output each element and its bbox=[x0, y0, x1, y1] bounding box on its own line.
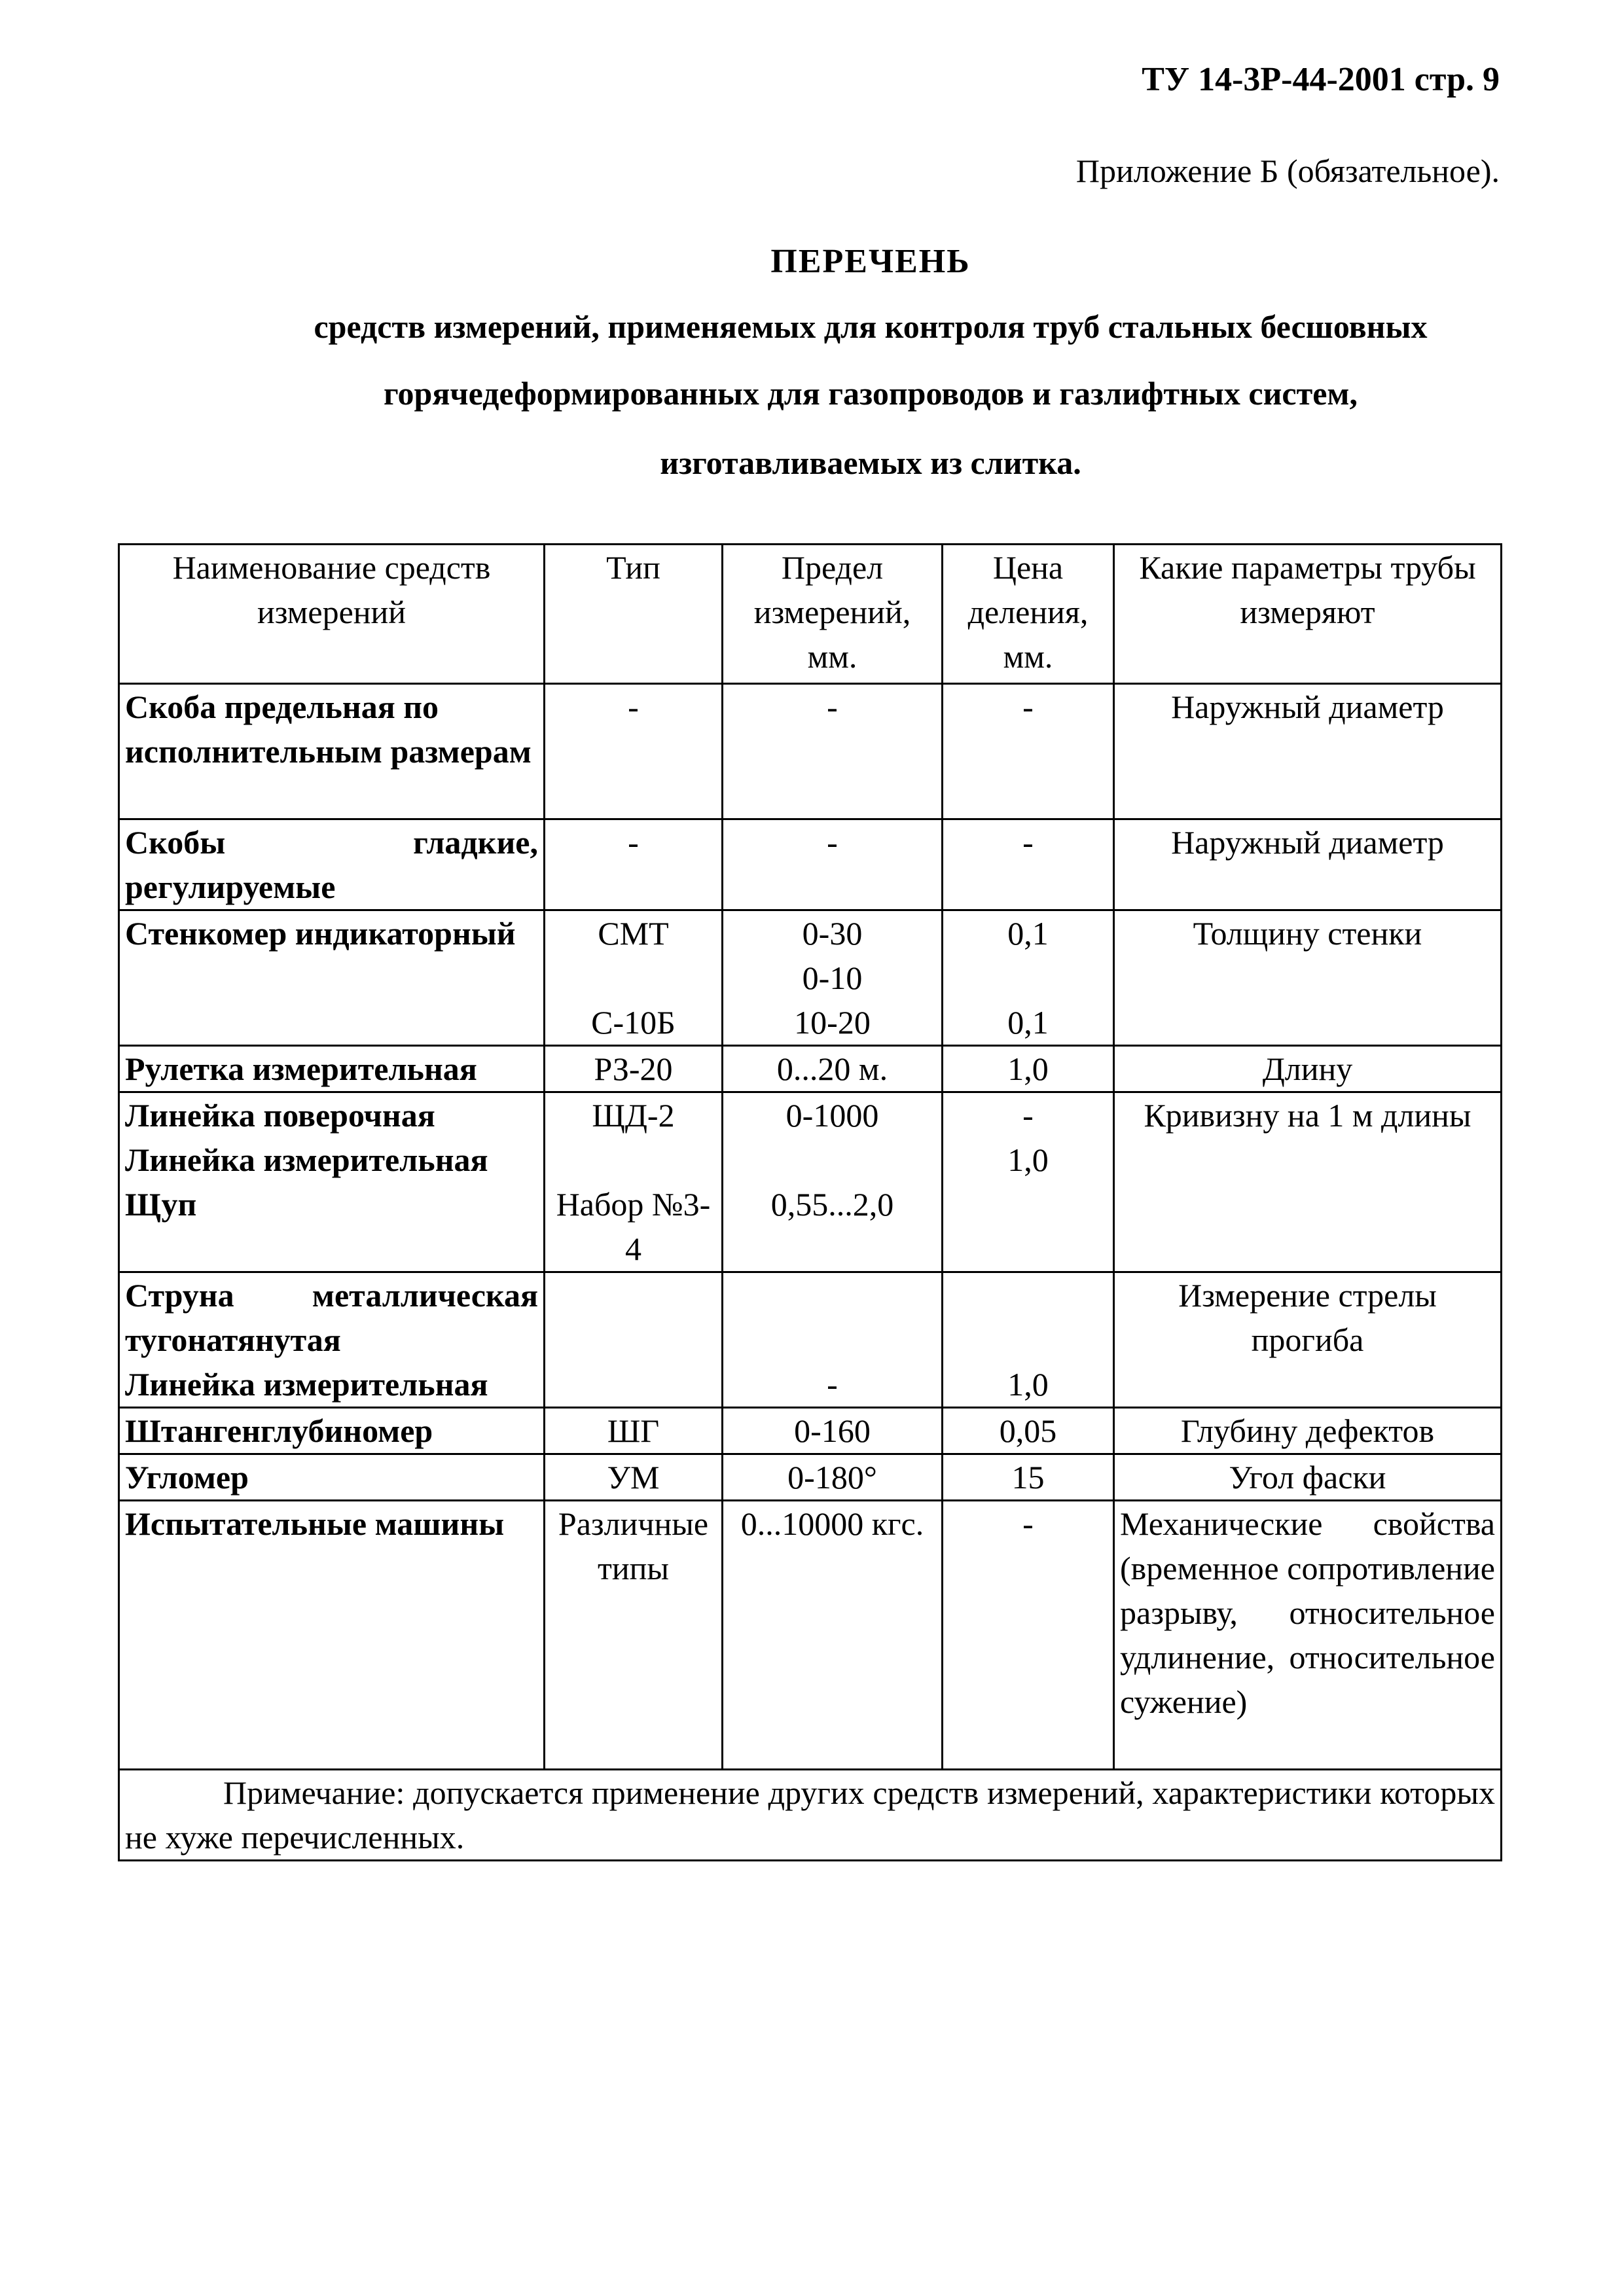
table-row bbox=[119, 1092, 1502, 1272]
header-name: Наименование средств измерений bbox=[119, 545, 545, 684]
row-3-division-1: 0,1 bbox=[1007, 915, 1049, 952]
row-3-type-2: С-10Б bbox=[591, 1004, 676, 1041]
row-5-type-1: ЩД-2 bbox=[592, 1097, 675, 1134]
row-3-range-3: 10-20 bbox=[794, 1004, 871, 1041]
row-2-name: Скобы гладкие, регулируемые bbox=[119, 819, 545, 910]
row-6-params: Измерение стрелы прогиба bbox=[1114, 1272, 1502, 1408]
header-division: Цена деления, мм. bbox=[943, 545, 1114, 684]
table-row bbox=[119, 910, 1502, 1046]
row-4-division: 1,0 bbox=[943, 1046, 1114, 1092]
row-6-division-value: 1,0 bbox=[1007, 1366, 1049, 1403]
row-5-name bbox=[119, 1092, 545, 1272]
row-4-type: РЗ-20 bbox=[545, 1046, 723, 1092]
subtitle-line-3: изготавливаемых из слитка. bbox=[660, 444, 1081, 481]
table-note bbox=[119, 1770, 1502, 1861]
row-8-type: УМ bbox=[545, 1454, 723, 1501]
table-header-row bbox=[119, 545, 1502, 684]
row-9-range: 0...10000 кгс. bbox=[723, 1501, 943, 1770]
row-8-name: Угломер bbox=[119, 1454, 545, 1501]
row-6-name-2: Линейка измерительная bbox=[125, 1366, 488, 1403]
header-type: Тип bbox=[545, 545, 723, 684]
row-3-type-1: СМТ bbox=[598, 915, 669, 952]
row-1-type: - bbox=[545, 684, 723, 819]
table-row bbox=[119, 1272, 1502, 1408]
row-9-division: - bbox=[943, 1501, 1114, 1770]
row-5-division bbox=[943, 1092, 1114, 1272]
row-5-type bbox=[545, 1092, 723, 1272]
row-4-name: Рулетка измерительная bbox=[119, 1046, 545, 1092]
row-3-division bbox=[943, 910, 1114, 1046]
row-9-params: Механические свойства (временное сопротивление разрыву, относительное удлинение, относительное сужение) bbox=[1114, 1501, 1502, 1770]
document-title: ПЕРЕЧЕНЬ bbox=[770, 243, 971, 280]
row-5-type-2: Набор №3-4 bbox=[556, 1186, 711, 1267]
row-3-params: Толщину стенки bbox=[1114, 910, 1502, 1046]
header-range: Предел измерений, мм. bbox=[723, 545, 943, 684]
row-1-params: Наружный диаметр bbox=[1114, 684, 1502, 819]
row-1-division: - bbox=[943, 684, 1114, 819]
subtitle-line-2: горячедеформированных для газопроводов и газлифтных систем, bbox=[384, 375, 1358, 412]
row-3-range-1: 0-30 bbox=[802, 915, 863, 952]
table-row bbox=[119, 1046, 1502, 1092]
row-6-type bbox=[545, 1272, 723, 1408]
row-6-range-value: - bbox=[827, 1366, 838, 1403]
row-5-params: Кривизну на 1 м длины bbox=[1114, 1092, 1502, 1272]
row-2-division: - bbox=[943, 819, 1114, 910]
row-3-range-2: 0-10 bbox=[802, 960, 863, 996]
row-4-range: 0...20 м. bbox=[723, 1046, 943, 1092]
row-2-type: - bbox=[545, 819, 723, 910]
row-5-range-1: 0-1000 bbox=[785, 1097, 879, 1134]
row-5-division-1: - bbox=[1022, 1097, 1034, 1134]
row-5-name-3: Щуп bbox=[125, 1186, 197, 1223]
row-8-range: 0-180° bbox=[723, 1454, 943, 1501]
document-number: ТУ 14-3Р-44-2001 стр. 9 bbox=[1142, 61, 1500, 98]
appendix-label: Приложение Б (обязательное). bbox=[1075, 152, 1500, 189]
row-8-params: Угол фаски bbox=[1114, 1454, 1502, 1501]
subtitle-line-1: средств измерений, применяемых для контроля труб стальных бесшовных bbox=[314, 308, 1428, 345]
row-3-range bbox=[723, 910, 943, 1046]
row-5-name-2: Линейка измерительная bbox=[125, 1141, 488, 1178]
header-params: Какие параметры трубы измеряют bbox=[1114, 545, 1502, 684]
row-5-range-2: 0,55...2,0 bbox=[770, 1186, 894, 1223]
row-6-division bbox=[943, 1272, 1114, 1408]
row-9-type: Различные типы bbox=[545, 1501, 723, 1770]
row-5-range bbox=[723, 1092, 943, 1272]
row-3-name: Стенкомер индикаторный bbox=[119, 910, 545, 1046]
row-7-type: ШГ bbox=[545, 1408, 723, 1454]
row-6-range bbox=[723, 1272, 943, 1408]
table-note-text: Примечание: допускается применение других средств измерений, характеристики которых не хуже перечисленных. bbox=[125, 1774, 1495, 1856]
table-row bbox=[119, 819, 1502, 910]
row-4-params: Длину bbox=[1114, 1046, 1502, 1092]
note-row bbox=[119, 1770, 1502, 1861]
row-7-name: Штангенглубиномер bbox=[119, 1408, 545, 1454]
row-9-name: Испытательные машины bbox=[119, 1501, 545, 1770]
row-2-range: - bbox=[723, 819, 943, 910]
row-6-name-1: Струна металлическая тугонатянутая bbox=[125, 1277, 538, 1358]
row-8-division: 15 bbox=[943, 1454, 1114, 1501]
row-2-params: Наружный диаметр bbox=[1114, 819, 1502, 910]
row-7-params: Глубину дефектов bbox=[1114, 1408, 1502, 1454]
row-7-range: 0-160 bbox=[723, 1408, 943, 1454]
row-1-range: - bbox=[723, 684, 943, 819]
row-7-division: 0,05 bbox=[943, 1408, 1114, 1454]
table-row bbox=[119, 684, 1502, 819]
table-row bbox=[119, 1408, 1502, 1454]
row-6-name bbox=[119, 1272, 545, 1408]
row-3-division-2: 0,1 bbox=[1007, 1004, 1049, 1041]
row-5-division-2: 1,0 bbox=[1007, 1141, 1049, 1178]
instruments-table bbox=[118, 543, 1502, 1861]
row-5-name-1: Линейка поверочная bbox=[125, 1097, 435, 1134]
row-3-type bbox=[545, 910, 723, 1046]
table-row bbox=[119, 1454, 1502, 1501]
table-row bbox=[119, 1501, 1502, 1770]
row-1-name: Скоба предельная по исполнительным размерам bbox=[119, 684, 545, 819]
